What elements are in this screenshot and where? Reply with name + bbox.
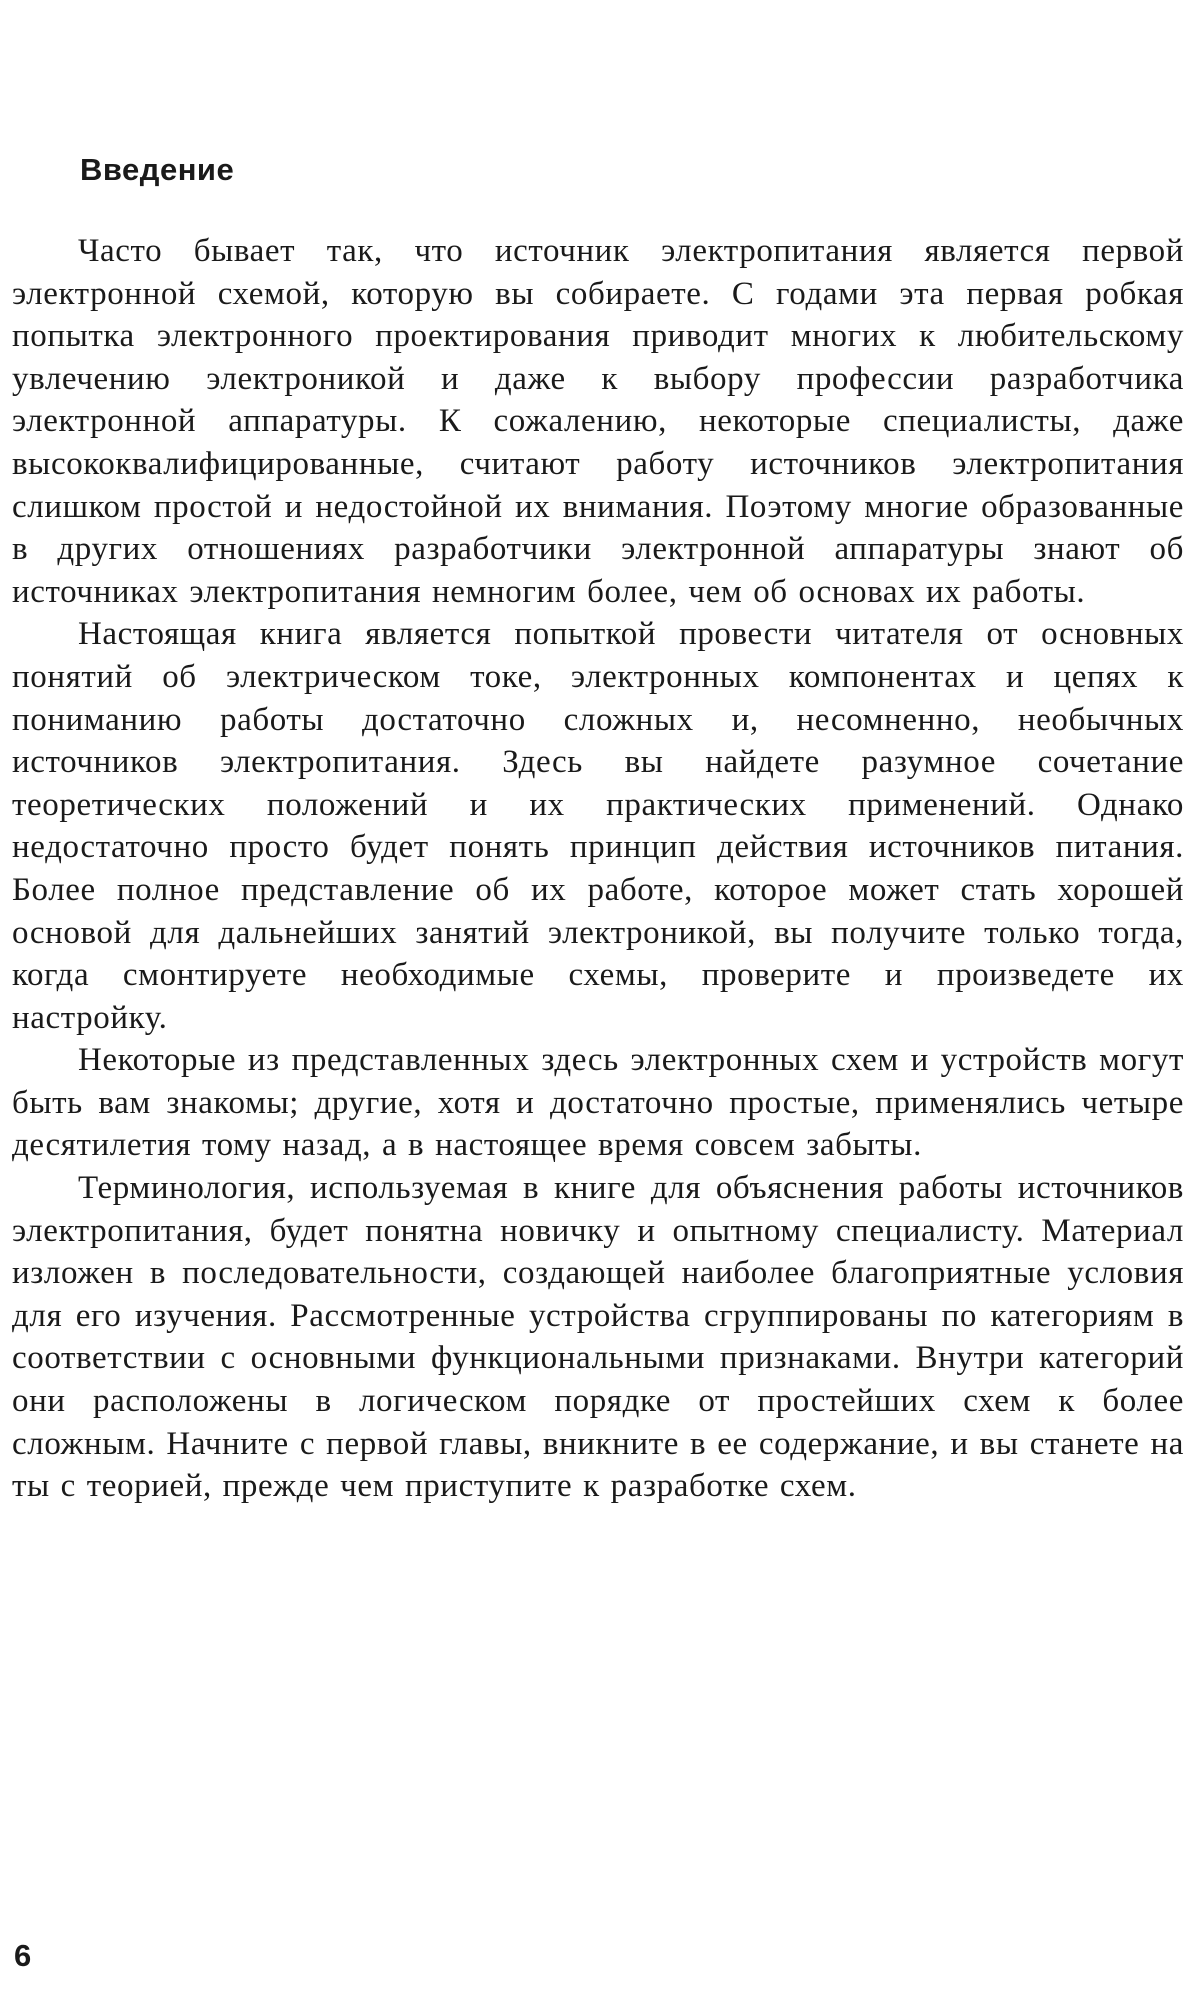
paragraph: Настоящая книга является попыткой провести читателя от основных понятий об электрическом токе, электронных компонентах и цепях к пониманию работы достаточно сложных и, несомненно, необычных источников электропитания. Здесь вы найдете разумное сочетание теоретических положений и их практических применений. Однако недостаточно просто будет понять принцип действия источников питания. Более полное представление об их работе, которое может стать хорошей основой для дальнейших занятий электроникой, вы получите только тогда, когда смонтируете необходимые схемы, проверите и произведете их настройку. [12, 616, 1184, 1036]
section-heading: Введение [80, 152, 235, 187]
page-number: 6 [14, 1938, 32, 1973]
body-text [12, 230, 1184, 1508]
paragraph: Некоторые из представленных здесь электронных схем и устройств могут быть вам знакомы; другие, хотя и достаточно простые, применялись четыре десятилетия тому назад, а в настоящее время совсем забыты. [12, 1042, 1184, 1164]
paragraph: Часто бывает так, что источник электропитания является первой электронной схемой, которую вы собираете. С годами эта первая робкая попытка электронного проектирования приводит многих к любительскому увлечению электроникой и даже к выбору профессии разработчика электронной аппаратуры. К сожалению, некоторые специалисты, даже высококвалифицированные, считают работу источников электропитания слишком простой и недостойной их внимания. Поэтому многие образованные в других отношениях разработчики электронной аппаратуры знают об источниках электропитания немногим более, чем об основах их работы. [12, 233, 1184, 610]
paragraph: Терминология, используемая в книге для объяснения работы источников электропитания, будет понятна новичку и опытному специалисту. Материал изложен в последовательности, создающей наиболее благоприятные условия для его изучения. Рассмотренные устройства сгруппированы по категориям в соответствии с основными функциональными признаками. Внутри категорий они расположены в логическом порядке от простейших схем к более сложным. Начните с первой главы, вникните в ее содержание, и вы станете на ты с теорией, прежде чем приступите к разработке схем. [12, 1170, 1184, 1505]
